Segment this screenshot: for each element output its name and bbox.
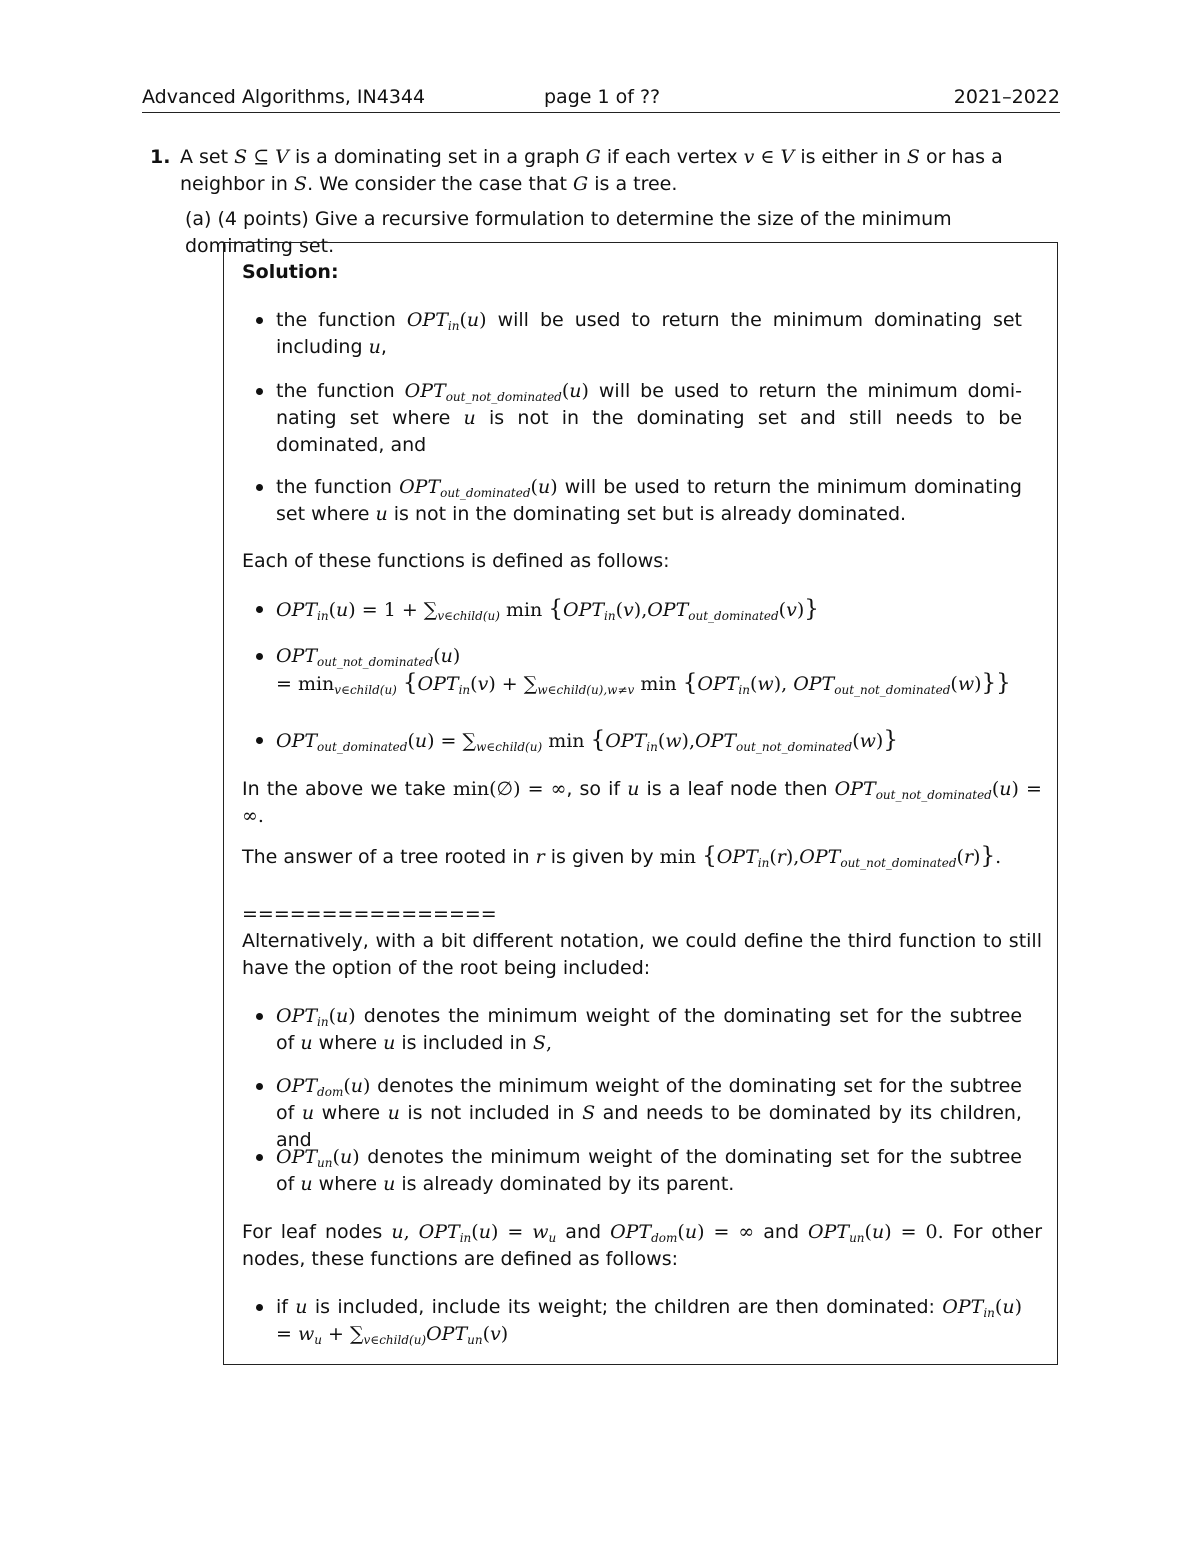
alternative-intro: Alternatively, with a bit different notation, we could define the third function to still have the option of the root being included: <box>242 930 1042 979</box>
formula-opt-out-dominated: $OPT_{out\_dominated}(u) = \sum_{w\in child(u)}$ $\min \{OPT_{in}(w),OPT_{out\_not\_dominated}(w)\}$ <box>276 727 1022 755</box>
solution-box <box>223 242 1058 1365</box>
course-title: Advanced Algorithms, IN4344 <box>142 86 426 108</box>
bullet-alt-opt-dom: $OPT_{dom}(u)$ denotes the minimum weight of the dominating set for the subtree of u where u is not included in S and needs to be dominated by its children, and <box>276 1073 1022 1154</box>
bullet-alt-opt-un: $OPT_{un}(u)$ denotes the minimum weight of the dominating set for the subtree of u where u is already dominated by its parent. <box>276 1144 1022 1198</box>
question-number: 1. <box>150 146 171 168</box>
leaf-nodes-text: For leaf nodes u, $OPT_{in}(u) = w_u$ and $OPT_{dom}(u)$ = ∞ and $OPT_{un}(u) = 0$. For other nodes, these functions are defined as follows: <box>242 1221 1043 1270</box>
part-a-text: Give a recursive formulation to determine the size of the minimum dominating set. <box>185 208 952 257</box>
each-defined-text: Each of these functions is defined as follows: <box>242 550 670 572</box>
separator: ================ <box>242 903 497 925</box>
academic-year: 2021–2022 <box>953 86 1060 108</box>
formula-opt-in: $OPT_{in}(u) = 1 + \sum_{v\in child(u)}$ $\min \{OPT_{in}(v),OPT_{out\_dominated}(v)\}$ <box>276 596 1022 624</box>
bullet-opt-out-dominated: the function $OPT_{out\_dominated}(u)$ will be used to return the minimum dominating set where u is not in the dominating set but is already dominated. <box>276 474 1022 528</box>
page-number: page 1 of ?? <box>544 86 661 108</box>
bullet-opt-out-not-dominated: the function $OPT_{out\_not\_dominated}(u)$ will be used to return the minimum domi- nating set where u is not in the dominating set and still needs to be dominated, and <box>276 378 1022 459</box>
bullet-included-weight: if u is included, include its weight; the children are then dominated: $OPT_{in}(u) = w_u + \sum_{v\in child(u)}OPT_{un}(v)$ <box>276 1296 1022 1347</box>
solution-title: Solution: <box>242 261 339 283</box>
bullet-opt-in: the function $OPT_{in}(u)$ will be used to return the minimum dominating set including u, <box>276 307 1022 361</box>
question-1 <box>150 144 1060 198</box>
part-a-points: (4 points) <box>217 208 309 230</box>
answer-text: The answer of a tree rooted in r is given by $\min \{OPT_{in}(r),OPT_{out\_not\_dominated}(r)\}$. <box>242 843 1002 870</box>
page-header <box>142 86 1060 113</box>
question-intro: A set S ⊆ V is a dominating set in a graph G if each vertex v ∈ V is either in S or has a neighbor in S. We consider the case that G is a tree. <box>180 146 1003 195</box>
empty-set-note: In the above we take min(∅) = ∞, so if u is a leaf node then $OPT_{out\_not\_dominated}(u)$ = ∞. <box>242 778 1042 827</box>
bullet-alt-opt-in: $OPT_{in}(u)$ denotes the minimum weight of the dominating set for the subtree of u where u is included in S, <box>276 1003 1022 1057</box>
part-a-label: (a) <box>185 208 212 230</box>
formula-opt-out-not-dominated: $OPT_{out\_not\_dominated}(u)$ = $\min_{v\in child(u)} \{OPT_{in}(v) + \sum_{w\in child(u),w\ne v}$ $\min \{OPT_{in}(w)$, $OPT_{out\_not\_dominated}(w)$}} <box>276 643 1076 698</box>
